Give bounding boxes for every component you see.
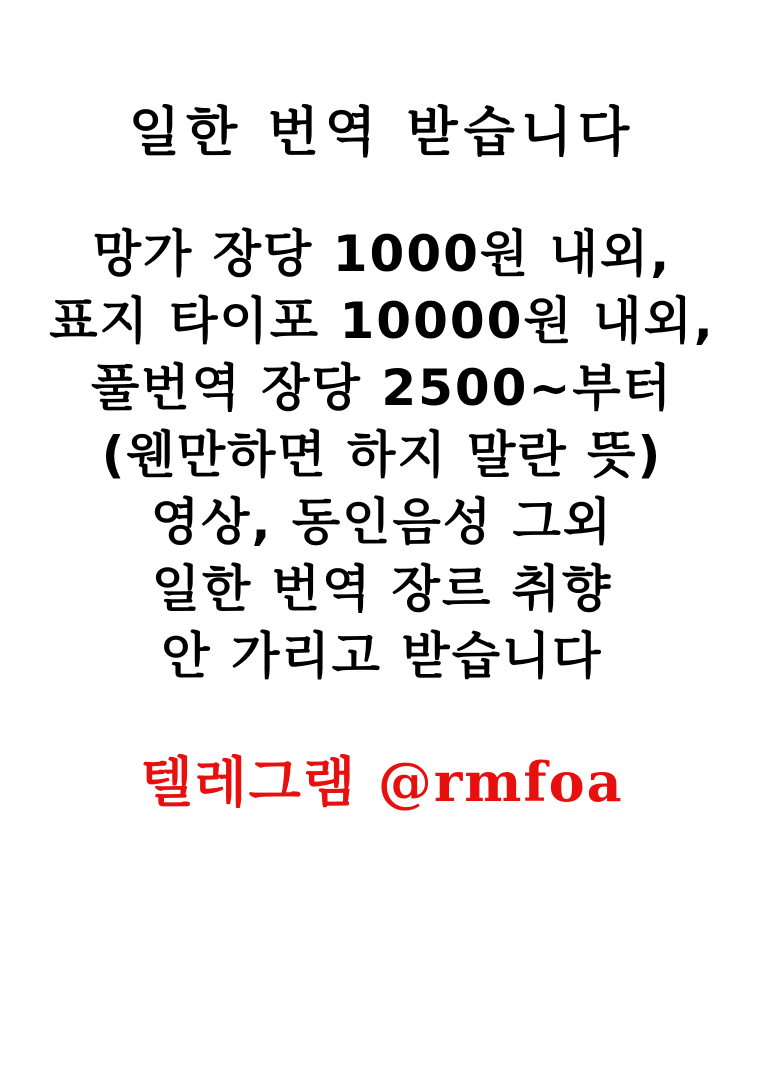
body-line: 풀번역 장당 2500~부터 bbox=[91, 359, 673, 418]
page-title: 일한 번역 받습니다 bbox=[128, 102, 636, 163]
body-line: (웬만하면 하지 말란 뜻) bbox=[101, 426, 663, 485]
body-text-block bbox=[49, 224, 715, 687]
contact-handle: @rmfoa bbox=[377, 750, 624, 815]
contact-line bbox=[140, 750, 624, 815]
body-line: 망가 장당 1000원 내외, bbox=[92, 225, 672, 284]
body-line: 표지 타이포 10000원 내외, bbox=[49, 292, 715, 351]
body-line: 영상, 동인음성 그외 bbox=[150, 493, 614, 552]
contact-platform-label: 텔레그램 bbox=[140, 751, 357, 815]
body-line: 안 가리고 받습니다 bbox=[161, 627, 603, 686]
body-line: 일한 번역 장르 취향 bbox=[151, 560, 613, 619]
